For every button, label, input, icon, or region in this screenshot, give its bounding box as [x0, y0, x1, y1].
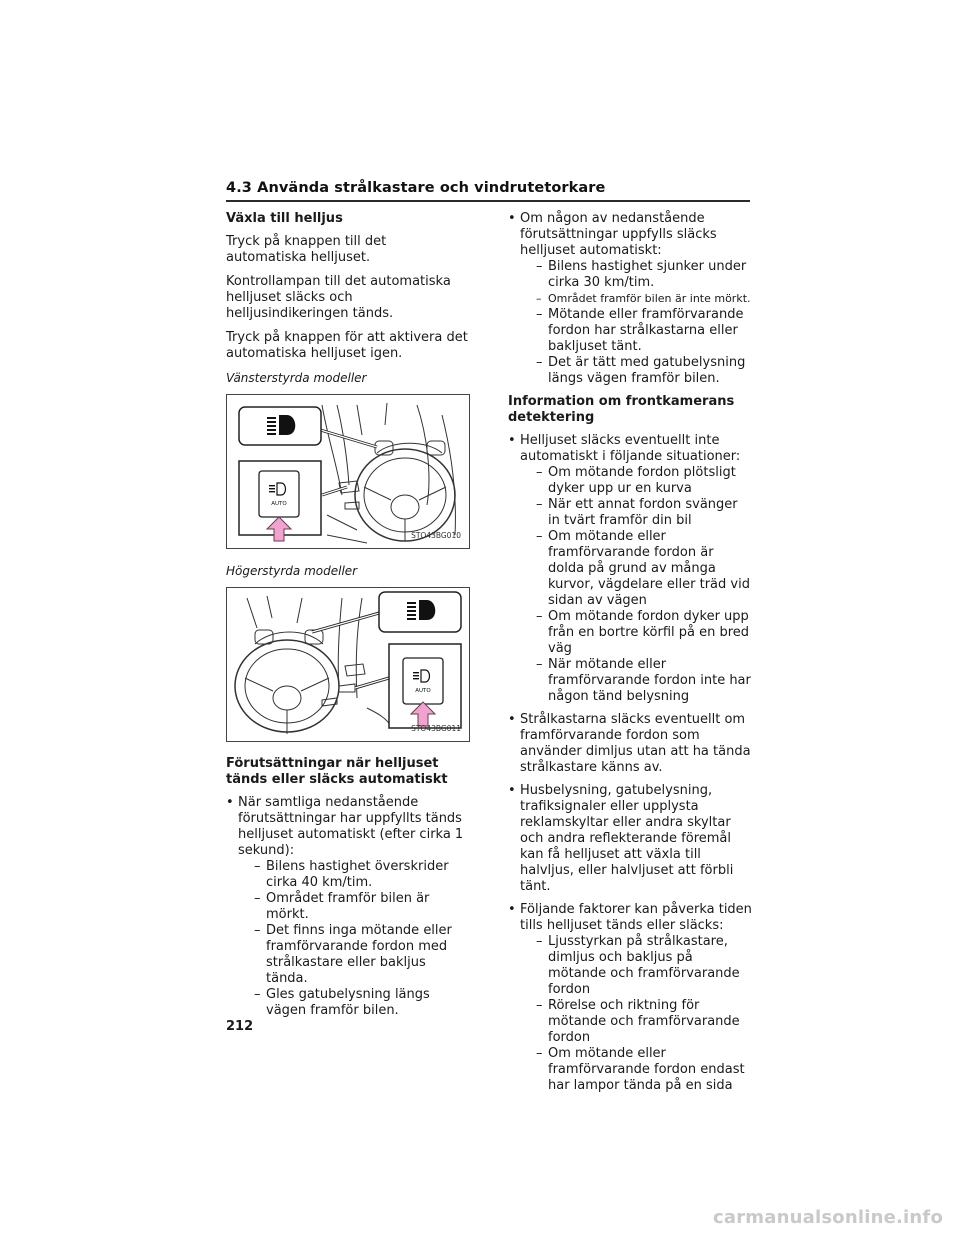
- dashboard-illustration-rhd: [227, 588, 470, 742]
- caption-lhd: Vänsterstyrda modeller: [226, 371, 367, 385]
- list-item: – Om mötande eller framförvarande fordon är dolda på grund av många kurvor, vägdelare eller träd vid sidan av vägen: [536, 529, 750, 608]
- heading-conditions: Förutsättningar när helljuset tänds eller släcks automatiskt: [226, 756, 448, 787]
- page-number: 212: [226, 1019, 254, 1034]
- list-item: – Om mötande fordon dyker upp från en bortre körfil på en bred väg: [536, 609, 750, 656]
- bullet-reflective-objects: • Husbelysning, gatubelysning, trafiksignaler eller upplysta reklamskyltar eller andra skyltar och andra reflekterande föremål kan få helljuset att växla till halvljus, eller halvljuset att förbli tänt.: [508, 783, 734, 894]
- figure-rhd: [226, 587, 470, 742]
- bullet-not-off: • Helljuset släcks eventuellt inte automatiskt i följande situationer: – Om mötande fordon plötsligt dyker upp ur en kurva – När ett annat fordon svänger in tvärt framför din bil – Om mötande eller framförvarande fordon är dolda på grund av många kurvor, vägdelare eller träd vid sidan av vägen – Om mötande fordon dyker upp från en bortre körfil på en bred väg – När mötande eller framförvarande fordon inte har någon tänd belysning: [508, 433, 751, 704]
- list-item: – När mötande eller framförvarande fordon inte har någon tänd belysning: [536, 657, 751, 704]
- section-header: [226, 180, 750, 202]
- paragraph-2: Kontrollampan till det automatiska helljuset släcks och helljusindikeringen tänds.: [226, 274, 451, 321]
- list-item: – Det finns inga mötande eller framförvarande fordon med strålkastare eller bakljus tända.: [254, 923, 452, 986]
- list-item: – Bilens hastighet sjunker under cirka 30 km/tim.: [536, 259, 747, 290]
- list-item: – Om mötande fordon plötsligt dyker upp ur en kurva: [536, 465, 736, 496]
- list-item: – Området framför bilen är mörkt.: [254, 891, 430, 922]
- section-title: 4.3 Använda strålkastare och vindrutetorkare: [226, 180, 606, 196]
- watermark: carmanualsonline.info: [713, 1207, 944, 1228]
- figure-code-rhd: STO43BG011: [411, 724, 461, 733]
- list-item: – Bilens hastighet överskrider cirka 40 km/tim.: [254, 859, 449, 890]
- svg-text:AUTO: AUTO: [271, 501, 287, 507]
- paragraph-3: Tryck på knappen för att aktivera det automatiska helljuset igen.: [226, 330, 468, 361]
- paragraph-1: Tryck på knappen till det automatiska helljuset.: [226, 234, 387, 265]
- list-item: – Mötande eller framförvarande fordon har strålkastarna eller bakljuset tänt.: [536, 307, 744, 354]
- list-item: – Området framför bilen är inte mörkt.: [536, 292, 751, 305]
- bullet-fog-lights: • Strålkastarna släcks eventuellt om framförvarande fordon som använder dimljus utan att ha tända strålkastare känns av.: [508, 712, 751, 775]
- list-item: – Det är tätt med gatubelysning längs vägen framför bilen.: [536, 355, 746, 386]
- bullet-timing-factors: • Följande faktorer kan påverka tiden tills helljuset tänds eller släcks: – Ljusstyrkan på strålkastare, dimljus och bakljus på mötande och framförvarande fordon – Rörelse och riktning för mötande och framförvarande fordon – Om mötande eller framförvarande fordon endast har lampor tända på en sida: [508, 902, 752, 1093]
- bullet-turn-on: • När samtliga nedanstående förutsättningar har uppfyllts tänds helljuset automatiskt (efter cirka 1 sekund): – Bilens hastighet överskrider cirka 40 km/tim. – Området framför bilen är mörkt. – Det finns inga mötande eller framförvarande fordon med strålkastare eller bakljus tända. – Gles gatubelysning längs vägen framför bilen.: [226, 795, 470, 1019]
- list-item: – Ljusstyrkan på strålkastare, dimljus och bakljus på mötande och framförvarande fordon: [536, 934, 740, 997]
- bullet-turn-off: • Om någon av nedanstående förutsättningar uppfylls släcks helljuset automatiskt: – Bilens hastighet sjunker under cirka 30 km/tim. – Området framför bilen är inte mörkt. – Mötande eller framförvarande fordon har strålkastarna eller bakljuset tänt. – Det är tätt med gatubelysning längs vägen framför bilen.: [508, 211, 751, 386]
- heading-switch-high-beam: Växla till helljus: [226, 211, 343, 226]
- dashboard-illustration-lhd: [227, 395, 470, 549]
- caption-rhd: Högerstyrda modeller: [226, 564, 358, 578]
- svg-text:AUTO: AUTO: [415, 688, 431, 694]
- left-column: [226, 211, 470, 1026]
- list-item: – Gles gatubelysning längs vägen framför bilen.: [254, 987, 430, 1018]
- list-item: – När ett annat fordon svänger in tvärt framför din bil: [536, 497, 738, 528]
- right-column: [508, 211, 752, 1101]
- list-item: – Om mötande eller framförvarande fordon endast har lampor tända på en sida: [536, 1046, 745, 1093]
- heading-camera-detection: Information om frontkamerans detektering: [508, 394, 735, 425]
- list-item: – Rörelse och riktning för mötande och framförvarande fordon: [536, 998, 740, 1045]
- figure-code-lhd: STO43BG010: [411, 531, 461, 540]
- figure-lhd: [226, 394, 470, 549]
- header-rule: [226, 200, 750, 202]
